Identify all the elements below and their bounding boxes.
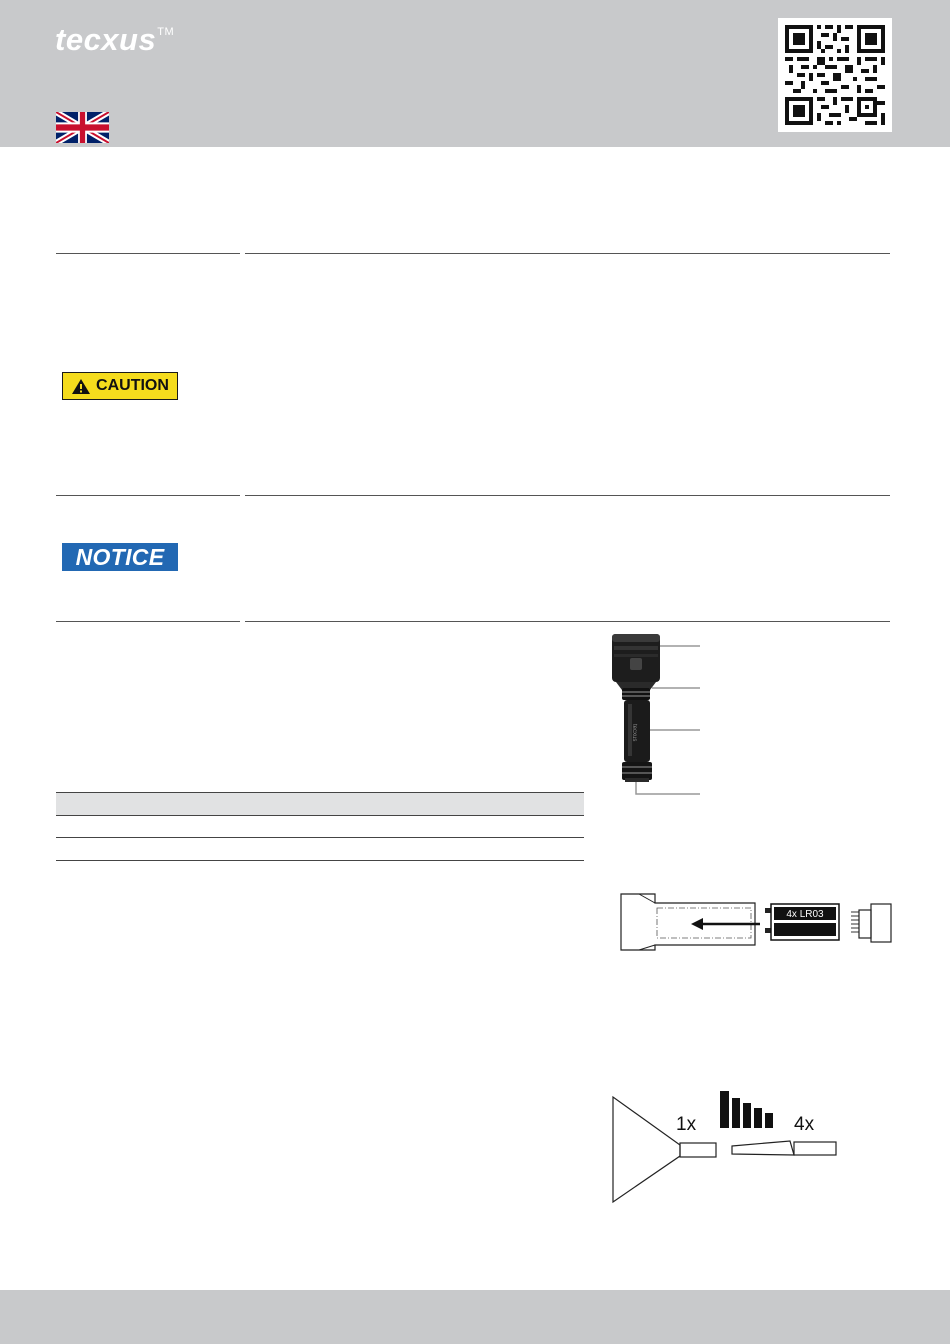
mode-single-label: 1x	[676, 1114, 697, 1135]
battery-label: 4x LR03	[786, 909, 824, 920]
section-divider	[56, 253, 240, 254]
battery-insertion-figure	[615, 890, 895, 954]
section-divider	[245, 253, 890, 254]
section-divider	[245, 621, 890, 622]
uk-flag-icon	[56, 112, 109, 143]
page-header	[0, 0, 950, 147]
beam-zoom-figure	[608, 1088, 848, 1206]
notice-badge	[62, 543, 178, 571]
section-divider	[56, 495, 240, 496]
table-rule	[56, 792, 584, 793]
mode-multi-label: 4x	[794, 1114, 815, 1135]
brand-logo: tecxus™	[55, 22, 175, 57]
flashlight-parts-figure	[600, 628, 710, 800]
warning-triangle-icon	[71, 378, 91, 395]
section-divider	[56, 621, 240, 622]
flashlight-icon	[612, 634, 660, 782]
caution-badge	[62, 372, 178, 400]
table-rule	[56, 837, 584, 838]
section-divider	[245, 495, 890, 496]
signal-bars-icon	[720, 1091, 773, 1128]
page-footer	[0, 1290, 950, 1344]
qr-code-icon	[778, 18, 892, 132]
caution-label: CAUTION	[96, 377, 169, 394]
table-header-row	[56, 793, 584, 815]
notice-label: NOTICE	[75, 543, 165, 570]
table-rule	[56, 815, 584, 816]
table-rule	[56, 860, 584, 861]
svg-text:tecxus: tecxus	[631, 724, 637, 742]
